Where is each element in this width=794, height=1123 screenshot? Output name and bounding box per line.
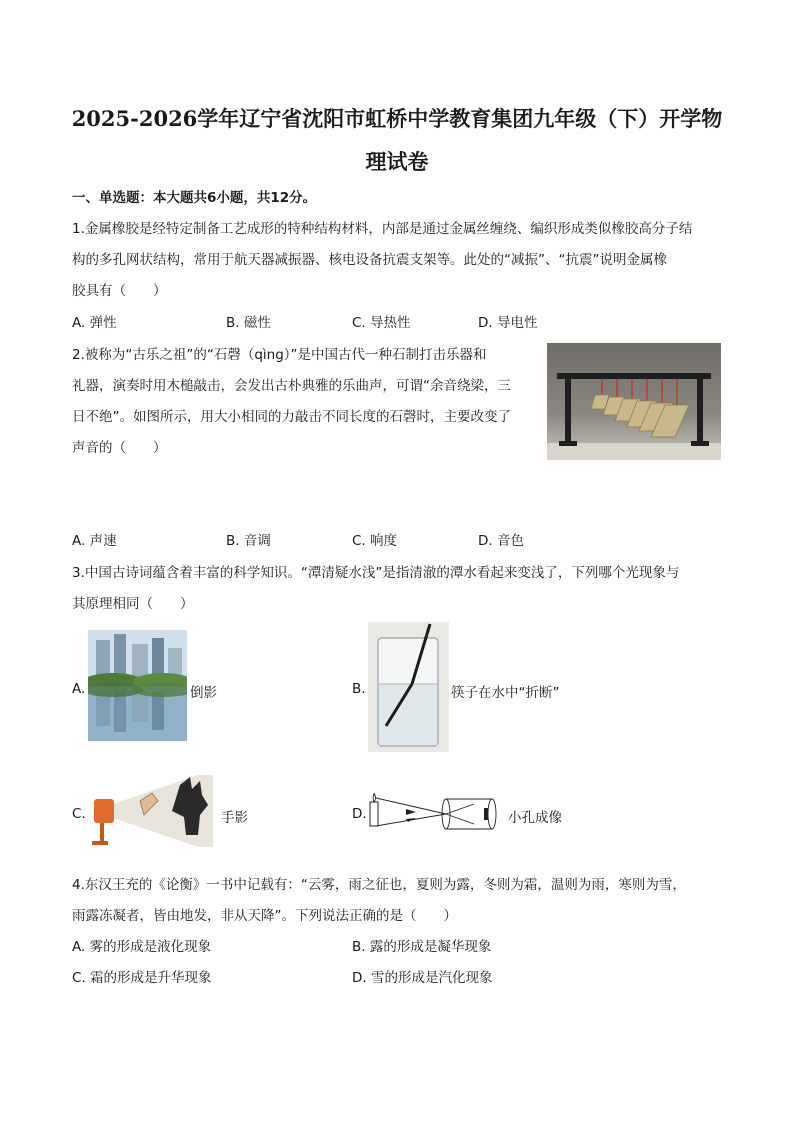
option-b-letter: B.: [352, 681, 366, 697]
option-b: B. 露的形成是凝华现象: [352, 939, 492, 955]
question-text-line: 3.中国古诗词蕴含着丰富的科学知识。“潭清疑水浅”是指清澈的潭水看起来变浅了，下列哪个光现象与: [72, 565, 680, 581]
question-text-line: 其原理相同（ ）: [72, 596, 194, 612]
question-text-line: 4.东汉王充的《论衡》一书中记载有：“云雾，雨之征也，夏则为露，冬则为霜，温则为雨，寒则为雪，: [72, 877, 686, 893]
option-b: B. 磁性: [226, 315, 271, 331]
hand-shadow-image: [88, 771, 219, 851]
option-c: C. 响度: [352, 533, 398, 549]
page-title-line1: 2025-2026学年辽宁省沈阳市虹桥中学教育集团九年级（下）开学物: [71, 106, 723, 131]
option-a: A. 弹性: [72, 315, 117, 331]
question-text-line: 日不绝”。如图所示，用大小相同的力敲击不同长度的石磬时，主要改变了: [72, 409, 511, 425]
option-d: D. 导电性: [478, 315, 538, 331]
question-text-line: 雨露冻凝者，皆由地发，非从天降”。下列说法正确的是（ ）: [72, 908, 457, 924]
reflection-image: [88, 630, 187, 741]
question-text-line: 2.被称为“古乐之祖”的“石磬（qìng）”是中国古代一种石制打击乐器和: [72, 347, 487, 363]
option-c-letter: C.: [72, 806, 86, 822]
option-d: D. 雪的形成是汽化现象: [352, 970, 493, 986]
option-d: D. 音色: [478, 533, 524, 549]
question-text-line: 1.金属橡胶是经特定制备工艺成形的特种结构材料，内部是通过金属丝缠绕、编织形成类似橡胶高分子结: [72, 221, 693, 237]
pinhole-camera-image: [368, 788, 506, 834]
question-text-line: 胶具有（ ）: [72, 283, 167, 299]
option-a: A. 声速: [72, 533, 117, 549]
option-d-letter: D.: [352, 806, 367, 822]
option-b: B. 音调: [226, 533, 271, 549]
chopstick-in-water-image: [368, 622, 449, 752]
question-text-line: 构的多孔网状结构，常用于航天器减振器、核电设备抗震支架等。此处的“减振”、“抗震”说明金属橡: [72, 252, 667, 268]
option-a: A. 雾的形成是液化现象: [72, 939, 212, 955]
option-c: C. 霜的形成是升华现象: [72, 970, 212, 986]
chime-stones-image: [547, 343, 721, 460]
question-text-line: 声音的（ ）: [72, 440, 167, 456]
option-c-caption: 手影: [221, 810, 248, 826]
section-heading: 一、单选题：本大题共6小题，共12分。: [72, 190, 317, 206]
option-a-caption: 倒影: [190, 685, 217, 701]
question-text-line: 礼器，演奏时用木槌敲击，会发出古朴典雅的乐曲声，可谓“余音绕梁，三: [72, 378, 511, 394]
option-d-caption: 小孔成像: [508, 810, 562, 826]
page-title-line2: 理试卷: [365, 149, 429, 174]
option-b-caption: 筷子在水中“折断”: [451, 685, 560, 701]
option-c: C. 导热性: [352, 315, 411, 331]
option-a-letter: A.: [72, 681, 86, 697]
